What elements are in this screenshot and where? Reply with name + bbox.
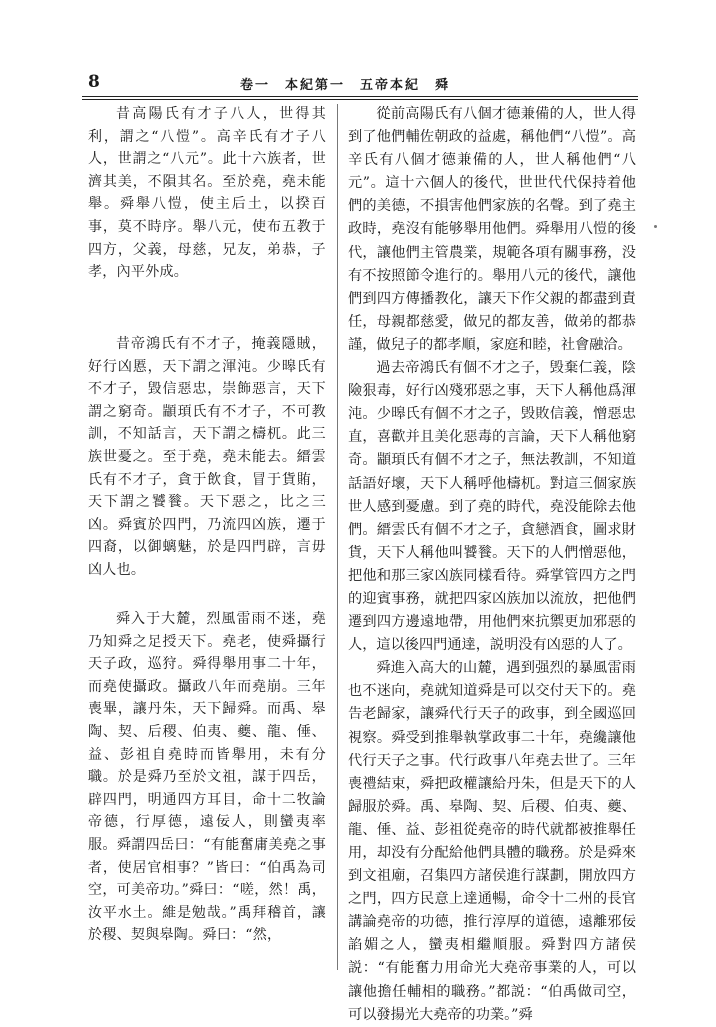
column-divider xyxy=(337,104,338,970)
page-number: 8 xyxy=(88,72,100,92)
left-paragraph-2: 昔帝鴻氏有不才子，掩義隱賊，好行凶慝，天下謂之渾沌。少暤氏有不才子，毀信惡忠，崇飾惡言，天下謂之窮奇。顓頊氏有不才子，不可教訓，不知話言，天下謂之檮杌。此三族世憂之。至于堯，堯未能去。縉雲氏有不才子，貪于飲食，冒于貨賄，天下謂之饕餮。天下惡之，比之三凶。舜賓於四門，乃流四凶族，遷于四裔，以御螭魅，於是四門辟，言毋凶人也。 xyxy=(88,336,326,578)
scan-speck xyxy=(654,225,657,228)
header-rule-bottom xyxy=(82,99,638,100)
left-paragraph-3: 舜入于大麓，烈風雷雨不迷，堯乃知舜之足授天下。堯老，使舜攝行天子政，巡狩。舜得舉用事二十年，而堯使攝政。攝政八年而堯崩。三年喪畢，讓丹朱，天下歸舜。而禹、皋陶、契、后稷、伯夷、夔、龍、倕、益、彭祖自堯時而皆舉用，未有分職。於是舜乃至於文祖，謀于四岳，辟四門，明通四方耳目，命十二牧論帝德，行厚德，遠佞人，則蠻夷率服。舜謂四岳曰：“有能奮庸美堯之事者，使居官相事？”皆曰：“伯禹為司空，可美帝功。”舜曰：“嗟，然！禹，汝平水土。維是勉哉。”禹拜稽首，讓於稷、契與皋陶。舜曰：“然， xyxy=(88,611,326,944)
left-paragraph-1: 昔高陽氏有才子八人，世得其利，謂之“八愷”。高辛氏有才子八人，世謂之“八元”。此十六族者，世濟其美，不隕其名。至於堯，堯未能舉。舜舉八愷，使主后土，以揆百事，莫不時序。舉八元，使布五教于四方，父義，母慈，兄友，弟恭，子孝，內平外成。 xyxy=(88,106,326,281)
right-paragraph-2: 過去帝鴻氏有個不才之子，毁棄仁義，陰險狠毒，好行凶殘邪惡之事，天下人稱他爲渾沌。少暤氏有個不才之子，毁敗信義，憎惡忠直，喜歡并且美化惡毒的言論，天下人稱他窮奇。顓頊氏有個不才之子，無法教訓，不知道話語好壞，天下人稱呼他檮杌。對這三個家族世人感到憂慮。到了堯的時代，堯没能除去他們。縉雲氏有個不才之子，貪戀酒食，圖求財貨，天下人稱他叫饕餮。天下的人們憎惡他，把他和那三家凶族同樣看待。舜掌管四方之門的迎賓事務，就把四家凶族加以流放，把他們遷到四方邊遠地帶，用他們來抗禦更加邪惡的人，這以後四門通達，説明没有凶惡的人了。 xyxy=(348,360,636,654)
right-column-translation xyxy=(348,103,636,1027)
left-column-classical-text-3 xyxy=(88,608,326,947)
right-paragraph-3: 舜進入高大的山麓，遇到强烈的暴風雷雨也不迷向，堯就知道舜是可以交付天下的。堯告老歸家，讓舜代行天子的政事，到全國巡回視察。舜受到推舉執掌政事二十年，堯纔讓他代行天子之事。代行政事八年堯去世了。三年喪禮結束，舜把政權讓給丹朱，但是天下的人歸服於舜。禹、皋陶、契、后稷、伯夷、夔、龍、倕、益、彭祖從堯帝的時代就都被推舉任用，却没有分配給他們具體的職務。於是舜來到文祖廟，召集四方諸侯進行謀劃，開放四方之門，四方民意上達通暢，命令十二州的長官講論堯帝的功德，推行淳厚的道德，遠離邪佞諂媚之人，蠻夷相繼順服。舜對四方諸侯説：“有能奮力用命光大堯帝事業的人，可以讓他擔任輔相的職務。”都説：“伯禹做司空，可以發揚光大堯帝的功業。”舜 xyxy=(348,660,636,1023)
right-paragraph-1: 從前高陽氏有八個才德兼備的人，世人得到了他們輔佐朝政的益處，稱他們“八愷”。高辛氏有八個才德兼備的人，世人稱他們“八元”。這十六個人的後代，世世代代保持着他們的美德，不損害他們家族的名聲。到了堯主政時，堯沒有能够舉用他們。舜舉用八愷的後代，讓他們主管農業，規範各項有關事務，没有不按照節令進行的。舉用八元的後代，讓他們到四方傳播教化，讓天下作父親的都盡到責任，母親都慈愛，做兄的都友善，做弟的都恭謹，做兒子的都孝順，家庭和睦，社會融洽。 xyxy=(348,106,636,353)
header-rule-top xyxy=(82,96,638,97)
left-column-classical-text-2 xyxy=(88,333,326,582)
left-column-classical-text xyxy=(88,103,326,284)
running-head: 卷一 本紀第一 五帝本紀 舜 xyxy=(240,78,451,93)
